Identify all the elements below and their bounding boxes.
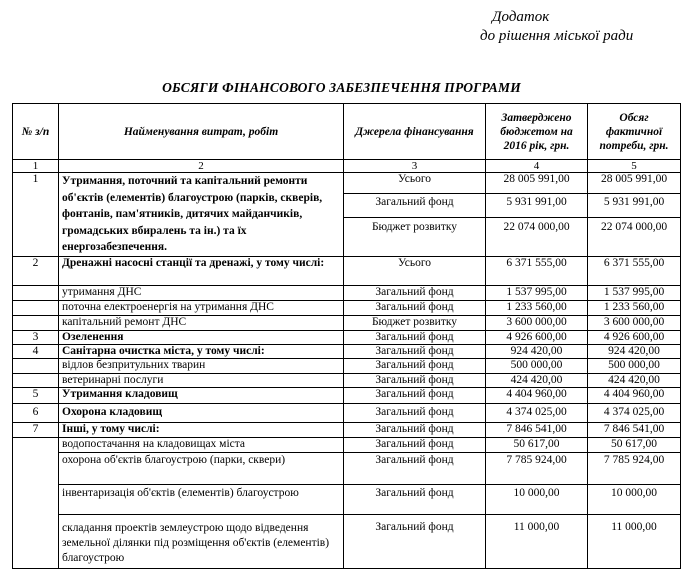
row-num: 7 <box>13 422 59 437</box>
row-name: Охорона кладовищ <box>59 403 344 422</box>
row-source: Усього <box>344 173 486 194</box>
row-source: Загальний фонд <box>344 330 486 344</box>
header-approved: Затверджено бюджетом на 2016 рік, грн. <box>486 104 588 160</box>
row-approved: 11 000,00 <box>486 514 588 568</box>
row-num: 4 <box>13 344 59 358</box>
row-need: 924 420,00 <box>588 344 681 358</box>
row-need: 22 074 000,00 <box>588 217 681 256</box>
row-source: Загальний фонд <box>344 358 486 373</box>
row-need: 10 000,00 <box>588 484 681 514</box>
row-num-empty <box>13 358 59 373</box>
table-row <box>13 300 681 315</box>
row-need: 1 233 560,00 <box>588 300 681 315</box>
row-source: Бюджет розвитку <box>344 315 486 330</box>
row-approved: 22 074 000,00 <box>486 217 588 256</box>
row-approved: 7 785 924,00 <box>486 452 588 484</box>
addendum-line1: Додаток <box>492 9 550 25</box>
row-name: Утримання кладовищ <box>59 387 344 403</box>
row-need: 3 600 000,00 <box>588 315 681 330</box>
table-row <box>13 315 681 330</box>
table-row <box>13 373 681 387</box>
row-need: 424 420,00 <box>588 373 681 387</box>
row-num-empty <box>13 285 59 300</box>
row-name: інвентаризація об'єктів (елементів) благоустрою <box>59 484 344 514</box>
table-row <box>13 403 681 422</box>
row-approved: 4 374 025,00 <box>486 403 588 422</box>
row-source: Усього <box>344 256 486 285</box>
row-need: 7 846 541,00 <box>588 422 681 437</box>
row-approved: 924 420,00 <box>486 344 588 358</box>
row-need: 50 617,00 <box>588 437 681 452</box>
row-source: Загальний фонд <box>344 344 486 358</box>
table-row <box>13 358 681 373</box>
table-row <box>13 452 681 484</box>
table-row <box>13 330 681 344</box>
row-name: охорона об'єктів благоустрою (парки, сквери) <box>59 452 344 484</box>
row-approved: 1 233 560,00 <box>486 300 588 315</box>
header-num: № з/п <box>13 104 59 160</box>
row-source: Загальний фонд <box>344 300 486 315</box>
row-source: Загальний фонд <box>344 285 486 300</box>
row-name: капітальний ремонт ДНС <box>59 315 344 330</box>
row-need: 7 785 924,00 <box>588 452 681 484</box>
table-row <box>13 285 681 300</box>
row-name: ветеринарні послуги <box>59 373 344 387</box>
row-need: 5 931 991,00 <box>588 194 681 218</box>
row-name: утримання ДНС <box>59 285 344 300</box>
row-num-empty <box>13 315 59 330</box>
row-num: 6 <box>13 403 59 422</box>
row-name: Дренажні насосні станції та дренажі, у тому числі: <box>59 256 344 285</box>
row-name: Інші, у тому числі: <box>59 422 344 437</box>
row-source: Бюджет розвитку <box>344 217 486 256</box>
row-source: Загальний фонд <box>344 194 486 218</box>
row-approved: 3 600 000,00 <box>486 315 588 330</box>
row-source: Загальний фонд <box>344 387 486 403</box>
row-source: Загальний фонд <box>344 403 486 422</box>
row-num: 5 <box>13 387 59 403</box>
row-source: Загальний фонд <box>344 422 486 437</box>
row-source: Загальний фонд <box>344 514 486 568</box>
row-approved: 28 005 991,00 <box>486 173 588 194</box>
document-title: ОБСЯГИ ФІНАНСОВОГО ЗАБЕЗПЕЧЕННЯ ПРОГРАМИ <box>162 80 521 95</box>
financing-table <box>12 103 681 569</box>
table-row <box>13 173 681 194</box>
row-approved: 500 000,00 <box>486 358 588 373</box>
row-num: 1 <box>13 173 59 257</box>
addendum-note <box>480 8 633 46</box>
table-row <box>13 387 681 403</box>
row-source: Загальний фонд <box>344 484 486 514</box>
row-need: 1 537 995,00 <box>588 285 681 300</box>
table-row <box>13 514 681 568</box>
col-number: 1 <box>13 160 59 173</box>
row-need: 500 000,00 <box>588 358 681 373</box>
row-need: 4 926 600,00 <box>588 330 681 344</box>
row-need: 4 404 960,00 <box>588 387 681 403</box>
row-approved: 4 926 600,00 <box>486 330 588 344</box>
row-num-empty <box>13 437 59 452</box>
row-approved: 6 371 555,00 <box>486 256 588 285</box>
row-approved: 50 617,00 <box>486 437 588 452</box>
col-number: 4 <box>486 160 588 173</box>
table-row <box>13 256 681 285</box>
header-name: Найменування витрат, робіт <box>59 104 344 160</box>
row-approved: 4 404 960,00 <box>486 387 588 403</box>
row-need: 4 374 025,00 <box>588 403 681 422</box>
row-approved: 424 420,00 <box>486 373 588 387</box>
row-name: відлов безпритульних тварин <box>59 358 344 373</box>
row-num-empty <box>13 373 59 387</box>
row-name: водопостачання на кладовищах міста <box>59 437 344 452</box>
row-num-empty <box>13 484 59 514</box>
column-number-row <box>13 160 681 173</box>
row-num: 3 <box>13 330 59 344</box>
header-source: Джерела фінансування <box>344 104 486 160</box>
addendum-line2: до рішення міської ради <box>480 28 634 44</box>
row-num-empty <box>13 300 59 315</box>
row-source: Загальний фонд <box>344 437 486 452</box>
row-num-empty <box>13 452 59 484</box>
row-source: Загальний фонд <box>344 373 486 387</box>
row-num-empty <box>13 514 59 568</box>
row-need: 11 000,00 <box>588 514 681 568</box>
row-name: поточна електроенергія на утримання ДНС <box>59 300 344 315</box>
row-name: Санітарна очистка міста, у тому числі: <box>59 344 344 358</box>
row-approved: 1 537 995,00 <box>486 285 588 300</box>
table-row <box>13 437 681 452</box>
row-name: Утримання, поточний та капітальний ремонти об'єктів (елементів) благоустрою (парків, скверів, фонтанів, пам'ятників, дитячих майданчиків, громадських вбиралень та ін.) та їх енергозабезпечення. <box>59 173 344 257</box>
table-row <box>13 484 681 514</box>
row-source: Загальний фонд <box>344 452 486 484</box>
row-need: 28 005 991,00 <box>588 173 681 194</box>
row-need: 6 371 555,00 <box>588 256 681 285</box>
row-num: 2 <box>13 256 59 285</box>
table-header-row <box>13 104 681 160</box>
col-number: 5 <box>588 160 681 173</box>
row-approved: 5 931 991,00 <box>486 194 588 218</box>
table-row <box>13 344 681 358</box>
row-name: складання проектів землеустрою щодо відведення земельної ділянки під розміщення об'єктів (елементів) благоустрою <box>59 514 344 568</box>
row-name: Озеленення <box>59 330 344 344</box>
table-row <box>13 422 681 437</box>
row-approved: 7 846 541,00 <box>486 422 588 437</box>
header-need: Обсяг фактичної потреби, грн. <box>588 104 681 160</box>
col-number: 3 <box>344 160 486 173</box>
col-number: 2 <box>59 160 344 173</box>
row-approved: 10 000,00 <box>486 484 588 514</box>
